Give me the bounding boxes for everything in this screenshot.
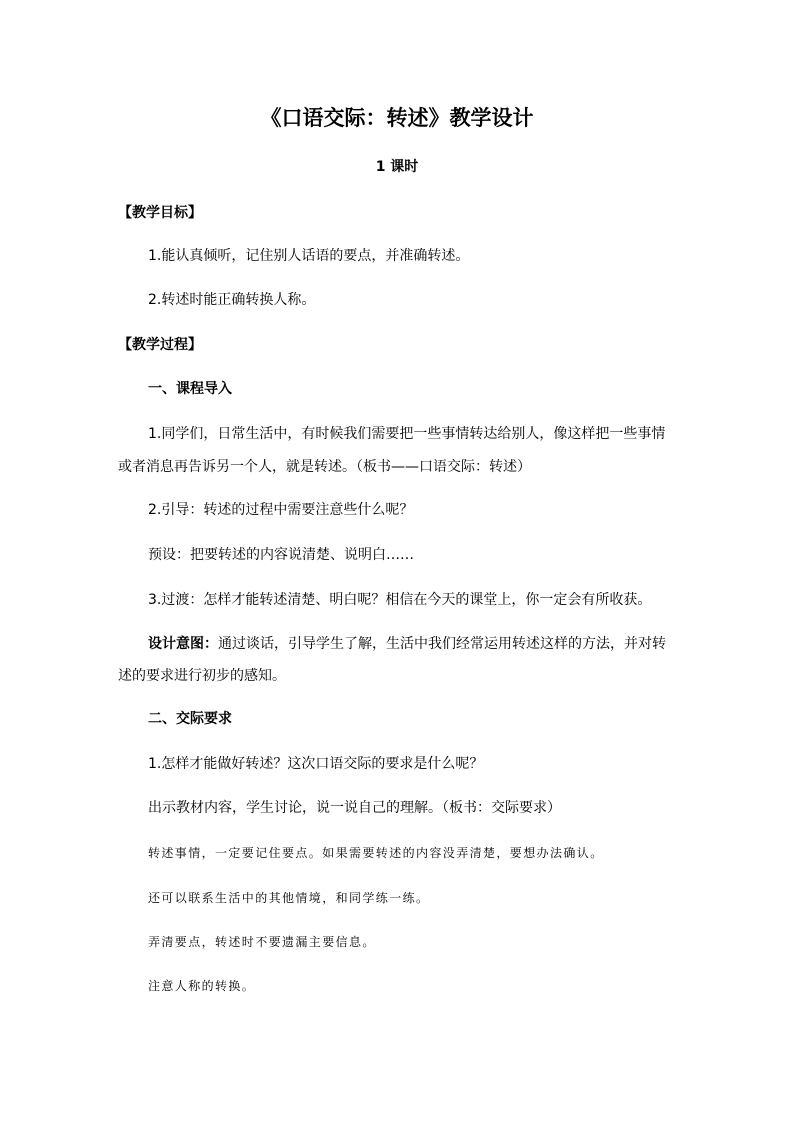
part1-paragraph-4: 3.过渡：怎样才能转述清楚、明白呢？相信在今天的课堂上，你一定会有所收获。 — [148, 592, 652, 608]
part2-paragraph-2: 出示教材内容，学生讨论，说一说自己的理解。（板书：交际要求） — [148, 800, 561, 816]
document-subtitle: 1 课时 — [375, 159, 419, 175]
part1-paragraph-2: 2.引导：转述的过程中需要注意些什么呢？ — [148, 502, 414, 518]
textbook-quote-2: 还可以联系生活中的其他情境，和同学练一练。 — [148, 891, 430, 905]
design-intent-line-2: 述的要求进行初步的感知。 — [118, 668, 286, 684]
part2-heading: 二、交际要求 — [148, 711, 232, 727]
textbook-quote-3: 弄清要点，转述时不要遗漏主要信息。 — [148, 935, 376, 949]
textbook-quote-1: 转述事情，一定要记住要点。如果需要转述的内容没弄清楚，要想办法确认。 — [148, 846, 604, 860]
section-heading-goals: 【教学目标】 — [118, 205, 202, 221]
part1-heading: 一、课程导入 — [148, 381, 232, 397]
section-heading-process: 【教学过程】 — [118, 337, 202, 353]
design-intent-label: 设计意图： — [148, 636, 218, 652]
part1-paragraph-3: 预设：把要转述的内容说清楚、说明白…… — [148, 547, 414, 563]
part1-paragraph-1-line-2: 或者消息再告诉另一个人，就是转述。（板书——口语交际：转述） — [118, 459, 531, 475]
design-intent-text: 通过谈话，引导学生了解，生活中我们经常运用转述这样的方法，并对转 — [218, 636, 666, 652]
part1-paragraph-1-line-1: 1.同学们，日常生活中，有时候我们需要把一些事情转达给别人，像这样把一些事情 — [148, 426, 666, 442]
goal-item-2: 2.转述时能正确转换人称。 — [148, 292, 316, 308]
part2-paragraph-1: 1.怎样才能做好转述？这次口语交际的要求是什么呢？ — [148, 756, 484, 772]
textbook-quote-4: 注意人称的转换。 — [148, 979, 256, 993]
goal-item-1: 1.能认真倾听，记住别人话语的要点，并准确转述。 — [148, 248, 470, 264]
document-title: 《口语交际：转述》教学设计 — [260, 106, 534, 130]
design-intent-line-1 — [148, 634, 666, 654]
